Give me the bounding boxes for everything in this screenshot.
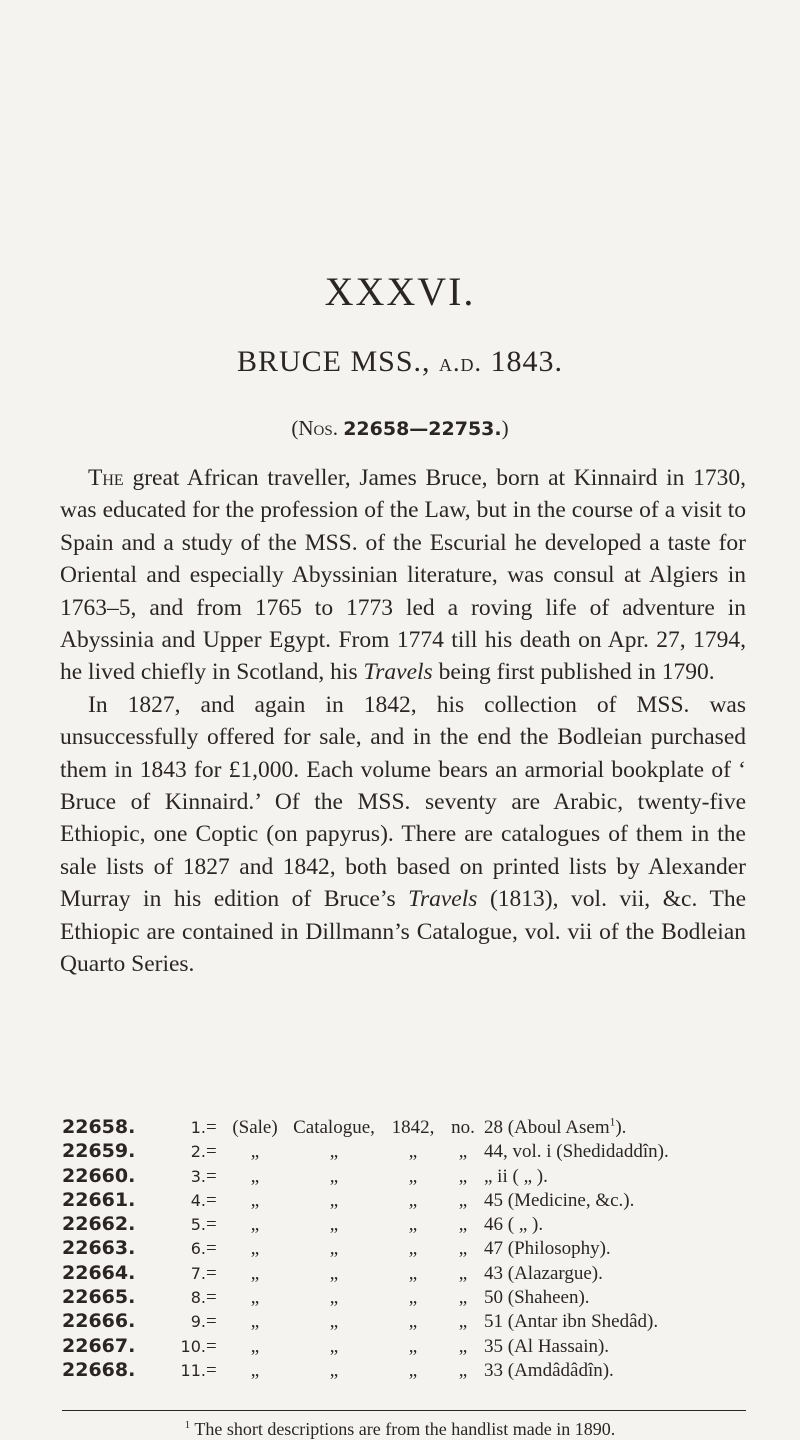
entry-ditto: „ — [458, 1287, 468, 1309]
entry-number: 22660. — [62, 1164, 136, 1187]
list-item — [62, 1359, 669, 1383]
entry-equals: = — [206, 1287, 217, 1309]
paragraph-2 — [60, 689, 746, 981]
entry-ditto: „ — [458, 1189, 468, 1211]
paragraph-1-text-b: being first published in 1790. — [432, 659, 715, 686]
entry-description-text: 50 (Shaheen). — [484, 1287, 590, 1309]
entry-index: 3. — [190, 1166, 206, 1186]
entry-number: 22665. — [62, 1286, 136, 1309]
entry-ditto: „ — [250, 1165, 260, 1187]
list-item — [62, 1286, 669, 1310]
entry-equals: = — [206, 1238, 217, 1260]
entry-description — [484, 1262, 669, 1286]
list-item — [62, 1213, 669, 1237]
footnote-reference: 1 — [609, 1116, 616, 1129]
paragraph-2-text-a: In 1827, and again in 1842, his collection of MSS. was unsuccessfully offered for sale, and in the end the Bodleian purchased them in 1843 for £1,000. Each volume bears an armorial bookplate of ‘ Bruce of Kinnaird.’ Of the MSS. seventy are Arabic, twenty-five Ethiopic, one Coptic (on papyrus). There are catalogues of them in the sale lists of 1827 and 1842, both based on printed lists by Alexander Murray in his edition of Bruce’s — [60, 691, 746, 913]
entry-description-text: 35 (Al Hassain). — [484, 1335, 610, 1357]
nos-range: 22658—22753. — [343, 418, 502, 440]
entry-ditto: no. — [451, 1117, 475, 1138]
entry-ditto: „ — [329, 1214, 339, 1236]
travels-title: Travels — [408, 886, 478, 913]
entry-index: 4. — [190, 1190, 206, 1210]
entry-index: 7. — [190, 1263, 206, 1283]
entry-description-text: 46 ( „ ). — [484, 1214, 544, 1236]
entry-ditto: „ — [408, 1262, 418, 1284]
nos-label: Nos. — [298, 416, 338, 440]
entry-description — [484, 1213, 669, 1237]
entry-ditto: „ — [250, 1214, 260, 1236]
entry-equals: = — [206, 1165, 217, 1187]
entry-description-text: 51 (Antar ibn Shedâd). — [484, 1311, 659, 1333]
number-range — [0, 416, 800, 441]
paragraph-2-text-b: (1813), vol. vii, &c. The Ethiopic are contained in Dillmann’s Catalogue, vol. vii of the Bodleian Quarto Series. — [60, 886, 746, 978]
entry-equals: = — [206, 1117, 217, 1138]
paragraph-1 — [60, 462, 746, 689]
entry-ditto: „ — [250, 1238, 260, 1260]
entry-ditto: „ — [408, 1189, 418, 1211]
nos-close: ) — [501, 416, 509, 440]
title-year: 1843. — [490, 345, 564, 378]
entry-ditto: „ — [250, 1335, 260, 1357]
nos-open: ( — [291, 416, 299, 440]
entry-index: 9. — [190, 1312, 206, 1332]
entry-number: 22663. — [62, 1237, 136, 1260]
entry-ditto: Catalogue, — [293, 1117, 375, 1138]
entry-ditto: „ — [458, 1141, 468, 1163]
section-title — [0, 345, 800, 379]
entry-equals: = — [206, 1189, 217, 1211]
entry-equals: = — [206, 1311, 217, 1333]
entry-number: 22662. — [62, 1213, 136, 1236]
body-text — [60, 462, 746, 981]
entry-number: 22667. — [62, 1334, 136, 1357]
list-item — [62, 1116, 669, 1140]
entry-ditto: „ — [250, 1189, 260, 1211]
entry-ditto: „ — [250, 1311, 260, 1333]
entry-index: 8. — [190, 1288, 206, 1308]
chapter-number: XXXVI. — [324, 269, 476, 314]
travels-title: Travels — [363, 659, 433, 686]
entry-ditto: „ — [408, 1311, 418, 1333]
entry-ditto: „ — [408, 1287, 418, 1309]
entry-ditto: „ — [329, 1165, 339, 1187]
entry-number: 22658. — [62, 1116, 136, 1138]
entry-equals: = — [206, 1141, 217, 1163]
entry-index: 10. — [180, 1336, 206, 1356]
entry-number: 22668. — [62, 1358, 136, 1381]
title-ad: a.d. — [439, 348, 483, 377]
entry-description-tail: ). — [615, 1117, 627, 1138]
list-item — [62, 1237, 669, 1261]
entry-equals: = — [206, 1359, 217, 1381]
entry-ditto: „ — [408, 1141, 418, 1163]
footnote — [0, 1419, 800, 1440]
entry-equals: = — [206, 1262, 217, 1284]
entry-ditto: „ — [408, 1335, 418, 1357]
entry-index: 6. — [190, 1239, 206, 1259]
entry-description-text: 43 (Alazargue). — [484, 1262, 603, 1284]
list-item — [62, 1189, 669, 1213]
entry-description-text: 33 (Amdâdâdîn). — [484, 1359, 614, 1381]
entry-ditto: 1842, — [391, 1117, 435, 1138]
manuscript-list — [62, 1116, 669, 1383]
entry-ditto: „ — [329, 1262, 339, 1284]
entry-ditto: (Sale) — [232, 1117, 278, 1138]
entry-ditto: „ — [329, 1287, 339, 1309]
entry-description — [484, 1359, 669, 1383]
entry-ditto: „ — [458, 1311, 468, 1333]
entry-ditto: „ — [458, 1262, 468, 1284]
entry-description — [484, 1165, 669, 1189]
paragraph-1-text-a: great African traveller, James Bruce, born at Kinnaird in 1730, was educated for the profession of the Law, but in the course of a visit to Spain and a study of the MSS. of the Escurial he developed a taste for Oriental and especially Abyssinian literature, was consul at Algiers in 1763–5, and from 1765 to 1773 led a roving life of adventure in Abyssinia and Upper Egypt. From 1774 till his death on Apr. 27, 1794, he lived chiefly in Scotland, his — [60, 465, 746, 686]
entry-number: 22659. — [62, 1140, 136, 1163]
entry-ditto: „ — [250, 1262, 260, 1284]
entry-ditto: „ — [329, 1359, 339, 1381]
entry-number: 22661. — [62, 1188, 136, 1211]
entry-description — [484, 1310, 669, 1334]
entry-equals: = — [206, 1214, 217, 1236]
entry-ditto: „ — [250, 1287, 260, 1309]
entry-ditto: „ — [408, 1214, 418, 1236]
entry-ditto: „ — [329, 1335, 339, 1357]
entry-index: 11. — [180, 1360, 206, 1380]
entry-ditto: „ — [408, 1165, 418, 1187]
entry-description — [484, 1335, 669, 1359]
paragraph-lead: The — [88, 465, 124, 491]
footnote-text: The short descriptions are from the handlist made in 1890. — [190, 1419, 616, 1439]
entry-ditto: „ — [408, 1238, 418, 1260]
entry-ditto: „ — [458, 1359, 468, 1381]
list-item — [62, 1335, 669, 1359]
entry-description — [484, 1140, 669, 1164]
entry-ditto: „ — [458, 1214, 468, 1236]
entry-description — [484, 1116, 669, 1140]
title-main: BRUCE MSS., — [236, 345, 431, 378]
entry-description-text: 44, vol. i (Shedidaddîn). — [484, 1141, 669, 1163]
entry-ditto: „ — [458, 1335, 468, 1357]
entry-index: 1. — [190, 1118, 206, 1137]
entry-number: 22664. — [62, 1261, 136, 1284]
entry-index: 2. — [190, 1142, 206, 1162]
list-item — [62, 1310, 669, 1334]
entry-ditto: „ — [250, 1359, 260, 1381]
entry-description-text: 28 (Aboul Asem — [484, 1117, 610, 1138]
entry-ditto: „ — [329, 1238, 339, 1260]
entry-ditto: „ — [408, 1359, 418, 1381]
entry-description-text: 47 (Philosophy). — [484, 1238, 611, 1260]
entry-ditto: „ — [329, 1189, 339, 1211]
entry-description — [484, 1189, 669, 1213]
footnote-mark: 1 — [184, 1419, 191, 1431]
entry-ditto: „ — [458, 1165, 468, 1187]
entry-equals: = — [206, 1335, 217, 1357]
entry-description — [484, 1286, 669, 1310]
entry-ditto: „ — [250, 1141, 260, 1163]
entry-description-text: 45 (Medicine, &c.). — [484, 1189, 635, 1211]
entry-description-text: „ ii ( „ ). — [484, 1165, 548, 1187]
list-item — [62, 1165, 669, 1189]
entry-description — [484, 1237, 669, 1261]
entry-ditto: „ — [329, 1141, 339, 1163]
entry-index: 5. — [190, 1215, 206, 1235]
entry-number: 22666. — [62, 1310, 136, 1333]
list-item — [62, 1140, 669, 1164]
entry-ditto: „ — [458, 1238, 468, 1260]
entry-ditto: „ — [329, 1311, 339, 1333]
list-item — [62, 1262, 669, 1286]
footnote-divider — [62, 1410, 746, 1411]
